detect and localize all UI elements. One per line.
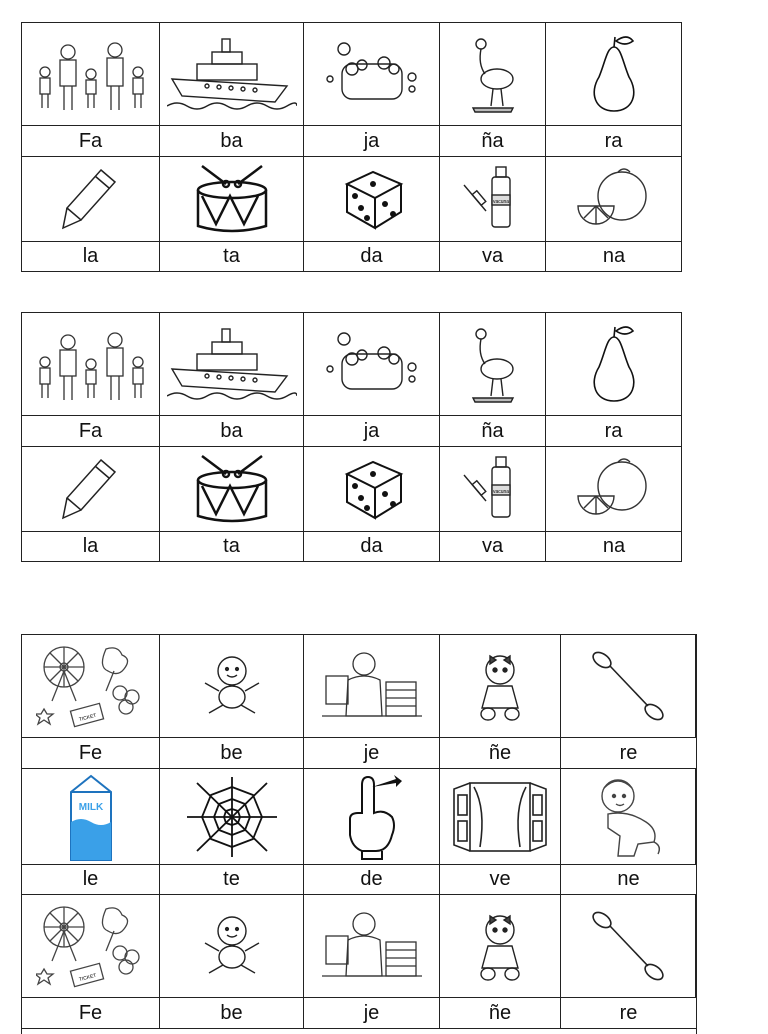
- cotton-swab-icon: [588, 908, 668, 984]
- old-man-icon: [322, 906, 422, 986]
- crawling-baby-icon: [588, 772, 668, 862]
- picture-cell: [22, 447, 160, 532]
- syllable-label: [440, 738, 561, 769]
- syllable-text: be: [220, 741, 243, 764]
- syllable-text: da: [360, 245, 383, 267]
- picture-cell: [22, 157, 160, 242]
- syllable-text: Fe: [78, 741, 103, 764]
- syllable-text: re: [619, 741, 638, 764]
- syllable-label: [22, 416, 160, 447]
- syllable-text: ta: [223, 535, 240, 557]
- doll-icon: [470, 648, 530, 724]
- pencil-icon: [61, 456, 121, 522]
- picture-cell: [22, 23, 160, 126]
- spiderweb-icon: [187, 777, 277, 857]
- syllable-text: ra: [604, 419, 623, 442]
- milk-label: MILK: [78, 801, 103, 813]
- syllable-text: ña: [481, 129, 504, 152]
- doll-icon: [470, 908, 530, 984]
- syllable-text: na: [602, 535, 626, 557]
- syllable-label: [160, 738, 304, 769]
- ostrich-icon: [463, 324, 523, 404]
- drum-icon: [192, 452, 272, 526]
- picture-cell: [546, 447, 682, 532]
- syllable-label: [160, 998, 304, 1029]
- syllable-text: la: [82, 535, 99, 557]
- syllable-label: [304, 126, 440, 157]
- syllable-table-1: [21, 22, 682, 272]
- picture-cell: [22, 895, 160, 998]
- picture-cell: [160, 447, 304, 532]
- syllable-text: be: [220, 1001, 243, 1024]
- syllable-text: ba: [220, 129, 243, 152]
- cotton-swab-icon: [588, 648, 668, 724]
- syllable-text: da: [360, 535, 383, 557]
- pear-icon: [579, 323, 649, 405]
- picture-cell: [22, 635, 160, 738]
- family-icon: [31, 34, 151, 114]
- syllable-label: [546, 242, 682, 271]
- syllable-label: [304, 865, 440, 895]
- syllable-table-2: [21, 312, 682, 562]
- dice-icon: [337, 166, 407, 232]
- syllable-table-3: [21, 634, 697, 1034]
- syllable-label: [561, 998, 696, 1029]
- picture-cell: [546, 313, 682, 416]
- picture-cell: [160, 635, 304, 738]
- syllable-text: ve: [489, 868, 511, 890]
- fair-icon: [36, 901, 146, 991]
- syllable-label: [22, 126, 160, 157]
- picture-cell: [440, 447, 546, 532]
- pear-icon: [579, 33, 649, 115]
- syllable-label: [22, 865, 160, 895]
- picture-cell: [561, 769, 696, 865]
- pencil-icon: [61, 166, 121, 232]
- picture-cell: [546, 157, 682, 242]
- vaccine-icon: [458, 163, 528, 235]
- picture-cell: [304, 157, 440, 242]
- syllable-label: [304, 242, 440, 271]
- syllable-label: [546, 416, 682, 447]
- syllable-label: [304, 738, 440, 769]
- window-icon: [450, 779, 550, 855]
- syllable-text: ne: [617, 868, 640, 890]
- picture-cell: [22, 769, 160, 865]
- baby-icon: [197, 651, 267, 721]
- dice-icon: [337, 456, 407, 522]
- picture-cell: [304, 769, 440, 865]
- syllable-text: le: [82, 868, 99, 890]
- picture-cell: [304, 447, 440, 532]
- syllable-text: de: [360, 868, 383, 890]
- syllable-text: ba: [220, 419, 243, 442]
- syllable-text: je: [363, 1001, 380, 1024]
- picture-cell: [440, 635, 561, 738]
- picture-cell: [561, 895, 696, 998]
- picture-cell: [561, 635, 696, 738]
- picture-cell: [160, 769, 304, 865]
- syllable-label: [440, 126, 546, 157]
- syllable-label: [160, 865, 304, 895]
- picture-cell: [160, 157, 304, 242]
- ticket-label: TICKET: [77, 972, 97, 984]
- syllable-text: ñe: [488, 741, 512, 764]
- syllable-text: te: [223, 868, 240, 890]
- picture-cell: [304, 895, 440, 998]
- syllable-label: [440, 532, 546, 561]
- syllable-label: [440, 998, 561, 1029]
- syllable-label: [304, 998, 440, 1029]
- syllable-label: [22, 532, 160, 561]
- picture-cell: [160, 895, 304, 998]
- picture-cell: [160, 313, 304, 416]
- orange-icon: [574, 166, 654, 232]
- milk-icon: [63, 772, 119, 862]
- syllable-text: ja: [363, 129, 380, 152]
- picture-cell: [160, 23, 304, 126]
- old-man-icon: [322, 646, 422, 726]
- syllable-text: va: [481, 535, 504, 557]
- ship-icon: [167, 34, 297, 114]
- syllable-label: [546, 532, 682, 561]
- picture-cell: [22, 313, 160, 416]
- syllable-label: [546, 126, 682, 157]
- family-icon: [31, 324, 151, 404]
- syllable-label: [160, 126, 304, 157]
- picture-cell: [304, 635, 440, 738]
- syllable-label: [22, 738, 160, 769]
- ostrich-icon: [463, 34, 523, 114]
- syllable-text: ra: [604, 129, 623, 152]
- vaccine-icon: [458, 453, 528, 525]
- vaccine-label: vacuna: [492, 199, 509, 205]
- vaccine-label: vacuna: [492, 489, 509, 495]
- syllable-label: [304, 532, 440, 561]
- syllable-text: ñe: [488, 1001, 512, 1024]
- syllable-label: [22, 242, 160, 271]
- ticket-label: TICKET: [77, 712, 97, 724]
- picture-cell: [440, 769, 561, 865]
- picture-cell: [440, 157, 546, 242]
- syllable-text: Fa: [78, 419, 103, 442]
- syllable-label: [440, 865, 561, 895]
- orange-icon: [574, 456, 654, 522]
- drum-icon: [192, 162, 272, 236]
- syllable-text: ta: [223, 245, 240, 267]
- syllable-label: [561, 738, 696, 769]
- syllable-label: [561, 865, 696, 895]
- fair-icon: [36, 641, 146, 731]
- soap-icon: [322, 39, 422, 109]
- ship-icon: [167, 324, 297, 404]
- syllable-text: Fa: [78, 129, 103, 152]
- syllable-text: ja: [363, 419, 380, 442]
- picture-cell: [304, 23, 440, 126]
- picture-cell: [304, 313, 440, 416]
- baby-icon: [197, 911, 267, 981]
- syllable-label: [160, 416, 304, 447]
- syllable-label: [160, 532, 304, 561]
- syllable-text: Fe: [78, 1001, 103, 1024]
- syllable-label: [22, 998, 160, 1029]
- picture-cell: [440, 895, 561, 998]
- syllable-text: na: [602, 245, 626, 267]
- syllable-text: ña: [481, 419, 504, 442]
- syllable-text: re: [619, 1001, 638, 1024]
- syllable-label: [440, 242, 546, 271]
- syllable-text: va: [481, 245, 504, 267]
- picture-cell: [440, 23, 546, 126]
- syllable-label: [304, 416, 440, 447]
- picture-cell: [440, 313, 546, 416]
- syllable-text: je: [363, 741, 380, 764]
- soap-icon: [322, 329, 422, 399]
- finger-icon: [342, 773, 402, 861]
- picture-cell: [546, 23, 682, 126]
- syllable-label: [160, 242, 304, 271]
- syllable-label: [440, 416, 546, 447]
- syllable-text: la: [82, 245, 99, 267]
